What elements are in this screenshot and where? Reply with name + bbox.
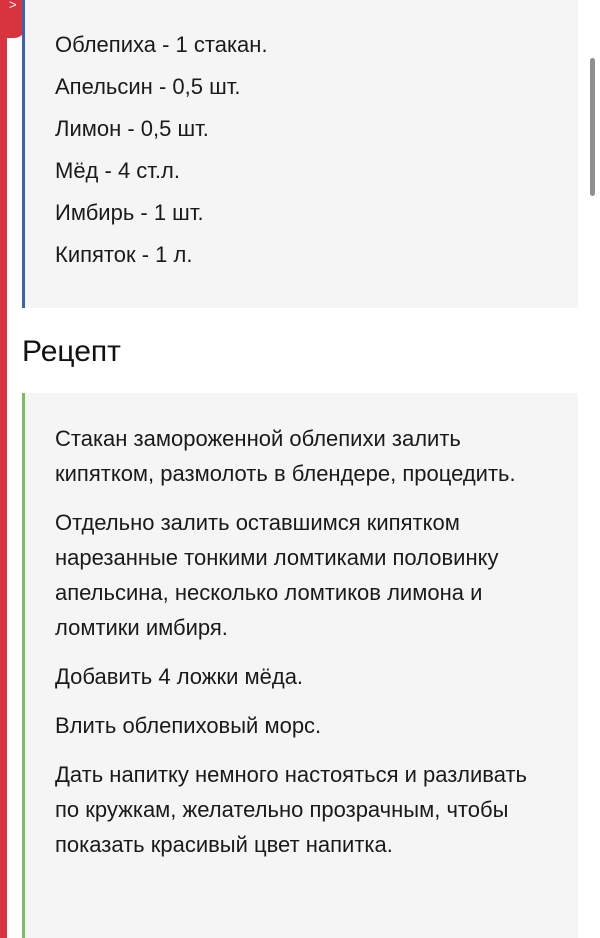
side-accent-strip [0, 0, 7, 938]
ingredient-item: Облепиха - 1 стакан. [55, 32, 268, 57]
recipe-steps [55, 421, 555, 876]
recipe-card [22, 393, 578, 938]
recipe-step: Отдельно залить оставшимся кипятком нарезанные тонкими ломтиками половинку апельсина, несколько ломтиков лимона и ломтики имбиря. [55, 510, 499, 640]
ingredient-item: Лимон - 0,5 шт. [55, 116, 209, 141]
recipe-section-title: Рецепт [22, 335, 121, 368]
ingredient-item: Кипяток - 1 л. [55, 242, 193, 267]
ingredient-item: Апельсин - 0,5 шт. [55, 74, 241, 99]
chevron-right-icon: > [9, 0, 17, 12]
recipe-step: Дать напитку немного настояться и разливать по кружкам, желательно прозрачным, чтобы показать красивый цвет напитка. [55, 762, 527, 857]
recipe-step: Добавить 4 ложки мёда. [55, 664, 304, 689]
scrollbar-thumb[interactable] [590, 58, 595, 196]
ingredients-list [55, 30, 268, 282]
ingredient-item: Мёд - 4 ст.л. [55, 158, 180, 183]
recipe-step: Стакан замороженной облепихи залить кипятком, размолоть в блендере, процедить. [55, 426, 516, 486]
recipe-step: Влить облепиховый морс. [55, 713, 322, 738]
ingredient-item: Имбирь - 1 шт. [55, 200, 204, 225]
ingredients-card [22, 0, 578, 308]
